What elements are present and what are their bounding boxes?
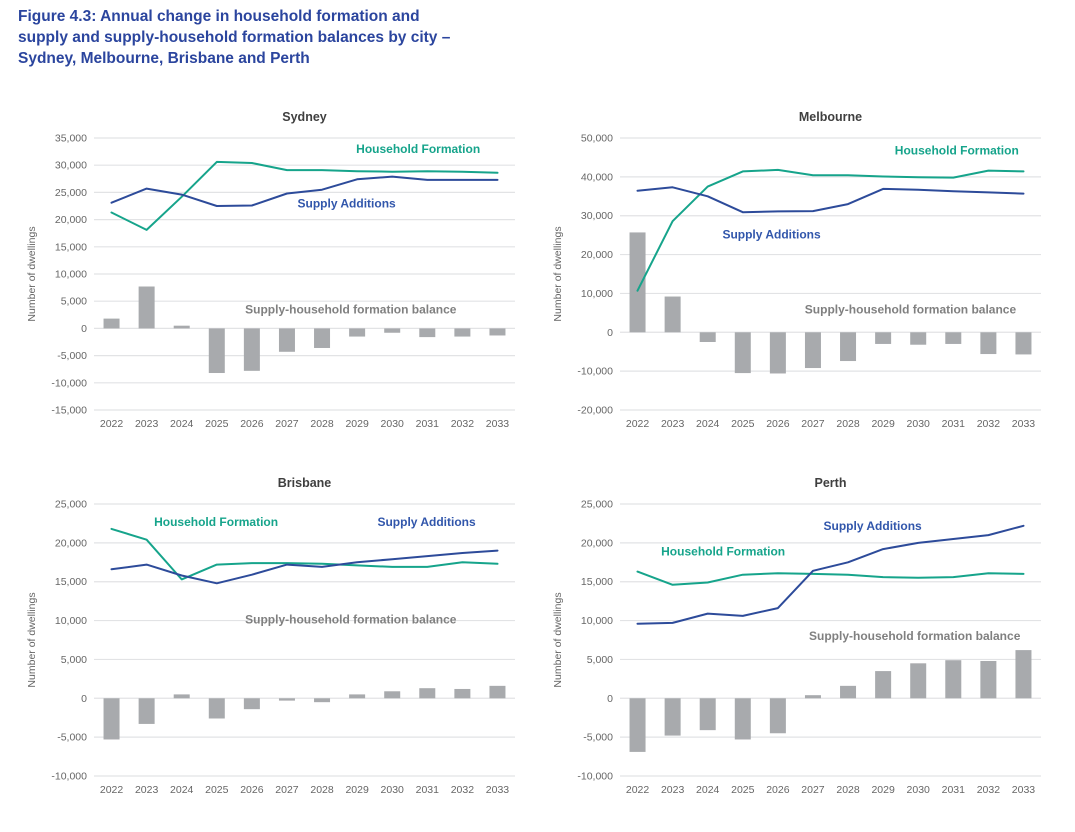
x-tick-label: 2031	[415, 784, 439, 796]
y-axis-label: Number of dwellings	[26, 592, 38, 688]
x-tick-label: 2033	[1011, 418, 1036, 430]
gridlines	[94, 138, 515, 410]
bar	[875, 332, 891, 344]
x-tick-label: 2026	[240, 418, 264, 430]
x-axis-ticks	[100, 418, 509, 430]
bar	[700, 332, 716, 342]
gridlines	[620, 138, 1041, 410]
x-tick-label: 2022	[625, 784, 650, 796]
x-tick-label: 2033	[485, 418, 510, 430]
x-tick-label: 2032	[450, 784, 475, 796]
bar	[174, 326, 190, 329]
bar	[454, 689, 470, 698]
x-tick-label: 2023	[134, 784, 159, 796]
brisbane-chart	[22, 470, 527, 808]
bar	[1015, 650, 1031, 698]
x-tick-label: 2030	[906, 784, 930, 796]
x-tick-label: 2025	[731, 784, 755, 796]
bar	[630, 698, 646, 752]
bar	[700, 698, 716, 730]
bar	[735, 332, 751, 373]
bar	[384, 691, 400, 698]
x-tick-label: 2032	[976, 784, 1001, 796]
bar	[945, 660, 961, 698]
x-tick-label: 2031	[941, 784, 965, 796]
household-formation-label: Household Formation	[894, 143, 1019, 158]
bar	[314, 698, 330, 702]
x-tick-label: 2030	[380, 418, 404, 430]
y-tick-label: -5,000	[583, 731, 613, 744]
supply-additions-label: Supply Additions	[377, 514, 476, 529]
x-tick-label: 2024	[170, 418, 194, 430]
x-tick-label: 2025	[205, 784, 229, 796]
bar	[384, 328, 400, 332]
y-tick-label: 20,000	[54, 214, 87, 227]
bar	[209, 698, 225, 718]
bar	[910, 663, 926, 698]
bar	[630, 232, 646, 332]
y-tick-label: -20,000	[577, 404, 613, 417]
bar	[840, 332, 856, 361]
x-tick-label: 2023	[134, 418, 159, 430]
y-tick-label: 0	[81, 692, 87, 705]
x-tick-label: 2031	[415, 418, 439, 430]
y-tick-label: 0	[607, 326, 613, 339]
y-tick-label: 10,000	[580, 287, 613, 300]
bar	[419, 688, 435, 698]
bar	[349, 328, 365, 336]
charts-grid	[22, 104, 1053, 808]
bar	[980, 661, 996, 698]
y-tick-label: 50,000	[580, 132, 613, 145]
chart-title: Sydney	[282, 110, 327, 124]
chart-title: Perth	[814, 476, 847, 490]
x-tick-label: 2026	[766, 418, 790, 430]
bar	[174, 694, 190, 698]
y-axis-ticks	[577, 133, 613, 417]
x-tick-label: 2033	[485, 784, 510, 796]
y-tick-label: 15,000	[580, 576, 613, 589]
y-tick-label: 25,000	[580, 498, 613, 511]
y-tick-label: 5,000	[586, 653, 613, 666]
x-tick-label: 2022	[99, 784, 124, 796]
y-tick-label: 25,000	[54, 186, 87, 199]
bar	[840, 686, 856, 698]
supply-household-formation-balance-label: Supply-household formation balance	[245, 612, 457, 627]
x-tick-label: 2027	[275, 784, 299, 796]
y-tick-label: -10,000	[577, 770, 613, 783]
y-tick-label: 40,000	[580, 171, 613, 184]
y-axis-ticks	[577, 499, 613, 783]
x-tick-label: 2029	[871, 784, 895, 796]
supply-household-formation-balance-bars	[104, 686, 506, 740]
y-axis-label: Number of dwellings	[552, 592, 564, 688]
x-tick-label: 2028	[836, 418, 860, 430]
x-tick-label: 2028	[310, 418, 334, 430]
x-tick-label: 2031	[941, 418, 965, 430]
figure-title-line-3: Sydney, Melbourne, Brisbane and Perth	[18, 50, 310, 67]
y-tick-label: 35,000	[54, 132, 87, 145]
y-tick-label: 10,000	[54, 615, 87, 628]
household-formation-label: Household Formation	[154, 514, 279, 529]
y-tick-label: 20,000	[54, 537, 87, 550]
x-tick-label: 2030	[380, 784, 404, 796]
y-tick-label: 30,000	[54, 159, 87, 172]
sydney-chart	[22, 104, 527, 442]
perth-chart	[548, 470, 1053, 808]
y-axis-label: Number of dwellings	[552, 226, 564, 322]
figure-title-line-1: Figure 4.3: Annual change in household formation and	[18, 8, 420, 25]
x-tick-label: 2025	[731, 418, 755, 430]
x-tick-label: 2025	[205, 418, 229, 430]
bar	[139, 698, 155, 724]
x-axis-ticks	[100, 784, 509, 796]
x-tick-label: 2022	[99, 418, 124, 430]
gridlines	[94, 504, 515, 776]
series-labels	[722, 143, 1018, 316]
bar	[945, 332, 961, 344]
x-tick-label: 2029	[345, 784, 369, 796]
x-axis-ticks	[626, 784, 1035, 796]
x-tick-label: 2026	[240, 784, 264, 796]
y-tick-label: 15,000	[54, 241, 87, 254]
figure-title-line-2: supply and supply-household formation balances by city –	[18, 29, 451, 46]
x-tick-label: 2027	[275, 418, 299, 430]
bar	[770, 698, 786, 733]
x-tick-label: 2029	[345, 418, 369, 430]
supply-additions-label: Supply Additions	[722, 227, 821, 242]
supply-additions-label: Supply Additions	[823, 518, 922, 533]
bar	[805, 332, 821, 368]
bar	[314, 328, 330, 348]
y-tick-label: 30,000	[580, 210, 613, 223]
x-tick-label: 2029	[871, 418, 895, 430]
bar	[454, 328, 470, 336]
supply-additions-label: Supply Additions	[297, 196, 396, 211]
figure-title	[18, 6, 598, 69]
household-formation-label: Household Formation	[661, 544, 786, 559]
bar	[770, 332, 786, 373]
x-tick-label: 2028	[310, 784, 334, 796]
bar	[665, 297, 681, 333]
x-tick-label: 2027	[801, 418, 825, 430]
bar	[875, 671, 891, 698]
y-tick-label: 15,000	[54, 576, 87, 589]
bar	[489, 686, 505, 698]
y-tick-label: 0	[607, 692, 613, 705]
x-tick-label: 2026	[766, 784, 790, 796]
x-tick-label: 2024	[696, 418, 720, 430]
bar	[279, 328, 295, 351]
bar	[244, 698, 260, 709]
y-axis-ticks	[51, 133, 87, 417]
bar	[1015, 332, 1031, 354]
supply-household-formation-balance-label: Supply-household formation balance	[804, 302, 1017, 317]
y-tick-label: -5,000	[57, 731, 87, 744]
y-tick-label: -5,000	[57, 350, 87, 363]
bar	[349, 694, 365, 698]
supply-household-formation-balance-label: Supply-household formation balance	[809, 629, 1021, 643]
bar	[489, 328, 505, 335]
y-tick-label: 25,000	[54, 498, 87, 511]
y-axis-label: Number of dwellings	[26, 226, 38, 322]
x-tick-label: 2028	[836, 784, 860, 796]
bar	[139, 287, 155, 329]
household-formation-label: Household Formation	[356, 141, 481, 156]
bar	[104, 698, 120, 739]
x-tick-label: 2023	[660, 418, 685, 430]
y-tick-label: 5,000	[60, 653, 87, 666]
y-tick-label: -10,000	[51, 377, 87, 390]
bar	[910, 332, 926, 344]
bar	[209, 328, 225, 373]
supply-household-formation-balance-bars	[104, 287, 506, 373]
y-tick-label: 20,000	[580, 249, 613, 262]
y-tick-label: 0	[81, 322, 87, 335]
bar	[665, 698, 681, 735]
household-formation-line	[638, 170, 1024, 291]
chart-title: Brisbane	[277, 476, 332, 490]
melbourne-chart	[548, 104, 1053, 442]
bar	[104, 319, 120, 329]
chart-title: Melbourne	[798, 110, 863, 124]
x-tick-label: 2030	[906, 418, 930, 430]
bar	[805, 695, 821, 698]
x-axis-ticks	[626, 418, 1035, 430]
y-tick-label: 5,000	[60, 295, 87, 308]
x-tick-label: 2023	[660, 784, 685, 796]
x-tick-label: 2024	[696, 784, 720, 796]
household-formation-line	[638, 572, 1024, 585]
x-tick-label: 2032	[976, 418, 1001, 430]
y-tick-label: 10,000	[54, 268, 87, 281]
bar	[735, 698, 751, 739]
x-tick-label: 2027	[801, 784, 825, 796]
bar	[980, 332, 996, 354]
y-axis-ticks	[51, 499, 87, 783]
x-tick-label: 2024	[170, 784, 194, 796]
bar	[279, 698, 295, 700]
y-tick-label: -10,000	[51, 770, 87, 783]
y-tick-label: -10,000	[577, 365, 613, 378]
x-tick-label: 2032	[450, 418, 475, 430]
x-tick-label: 2033	[1011, 784, 1036, 796]
bar	[244, 328, 260, 370]
y-tick-label: -15,000	[51, 404, 87, 417]
bar	[419, 328, 435, 337]
supply-household-formation-balance-label: Supply-household formation balance	[245, 302, 457, 317]
x-tick-label: 2022	[625, 418, 650, 430]
y-tick-label: 10,000	[580, 615, 613, 628]
y-tick-label: 20,000	[580, 537, 613, 550]
